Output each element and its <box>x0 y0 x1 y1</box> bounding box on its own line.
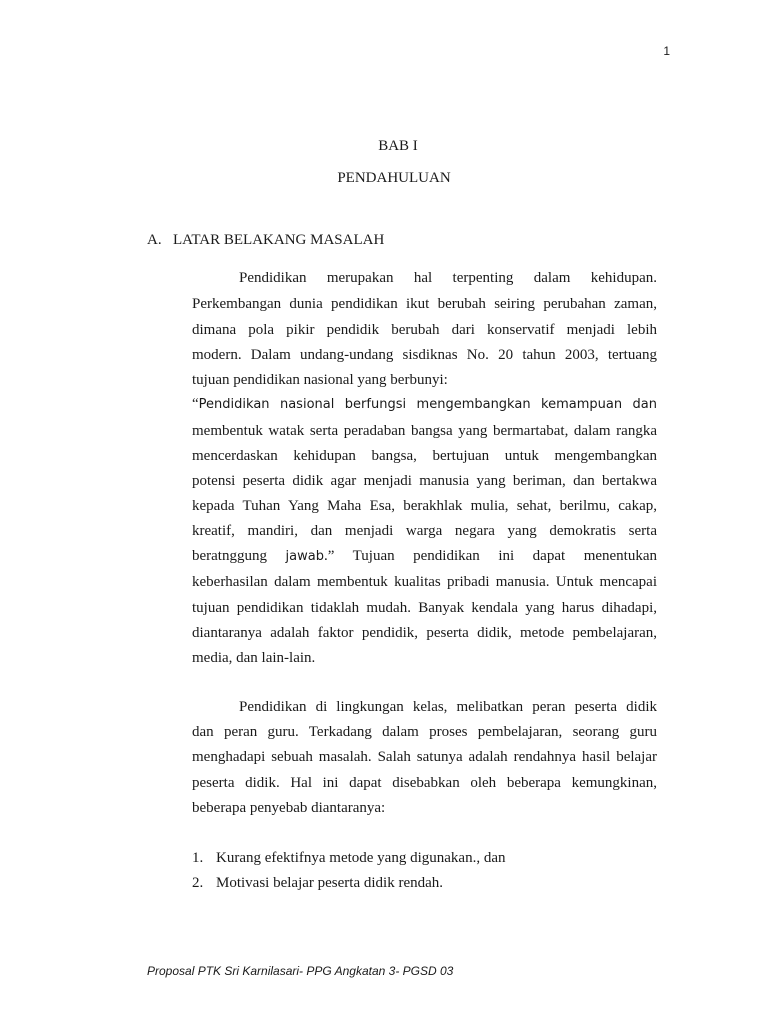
paragraph-line: modern. Dalam undang-undang sisdiknas No. 20 tahun 2003, tertuang <box>192 347 657 363</box>
paragraph-line: kepada Tuhan Yang Maha Esa, berakhlak mulia, sehat, berilmu, cakap, <box>192 498 657 514</box>
chapter-number: BAB I <box>378 138 418 154</box>
paragraph-line: Perkembangan dunia pendidikan ikut berubah seiring perubahan zaman, <box>192 296 657 312</box>
quote-end-word: beratnggung <box>192 548 267 564</box>
list-item-number: 2. <box>192 875 204 891</box>
paragraph-line: membentuk watak serta peradaban bangsa yang bermartabat, dalam rangka <box>192 423 657 439</box>
paragraph-line: media, dan lain-lain. <box>192 650 316 666</box>
paragraph-line: dan peran guru. Terkadang dalam proses pembelajaran, seorang guru <box>192 724 657 740</box>
paragraph-line: tujuan pendidikan nasional yang berbunyi: <box>192 372 448 388</box>
paragraph-line: tujuan pendidikan tidaklah mudah. Banyak kendala yang harus dihadapi, <box>192 600 657 616</box>
quote-first-line <box>192 396 657 413</box>
quote-end-line <box>192 548 657 565</box>
paragraph-line: menghadapi sebuah masalah. Salah satunya adalah rendahnya hasil belajar <box>192 749 657 765</box>
list-item-number: 1. <box>192 850 204 866</box>
paragraph-line: mencerdaskan kehidupan bangsa, bertujuan untuk mengembangkan <box>192 448 657 464</box>
section-heading <box>147 232 384 249</box>
quote-end-rest: .” Tujuan pendidikan ini dapat menentukan <box>323 548 658 564</box>
list-item <box>192 850 505 867</box>
paragraph-line: diantaranya adalah faktor pendidik, peserta didik, metode pembelajaran, <box>192 625 657 641</box>
quote-first-text: Pendidikan nasional berfungsi mengembangkan kemampuan dan <box>198 397 657 412</box>
list-item-text: Motivasi belajar peserta didik rendah. <box>216 875 444 891</box>
paragraph-line: peserta didik. Hal ini dapat disebabkan oleh beberapa kemungkinan, <box>192 775 657 791</box>
quote-end-word-styled: jawab <box>285 549 324 564</box>
paragraph-line: keberhasilan dalam membentuk kualitas pribadi manusia. Untuk mencapai <box>192 574 657 590</box>
chapter-title: PENDAHULUAN <box>337 170 451 186</box>
paragraph-line: beberapa penyebab diantaranya: <box>192 800 386 816</box>
page-number: 1 <box>663 44 670 58</box>
list-item-text: Kurang efektifnya metode yang digunakan., dan <box>216 850 506 866</box>
paragraph-line: kreatif, mandiri, dan menjadi warga negara yang demokratis serta <box>192 523 657 539</box>
section-title: LATAR BELAKANG MASALAH <box>173 232 385 248</box>
page-footer: Proposal PTK Sri Karnilasari- PPG Angkatan 3- PGSD 03 <box>147 964 454 978</box>
paragraph-line: dimana pola pikir pendidik berubah dari konservatif menjadi lebih <box>192 322 657 338</box>
section-letter: A. <box>147 232 162 248</box>
quote-open-mark: “ <box>192 396 199 412</box>
paragraph-line: Pendidikan merupakan hal terpenting dalam kehidupan. <box>239 270 657 286</box>
paragraph-line: Pendidikan di lingkungan kelas, melibatkan peran peserta didik <box>239 699 657 715</box>
list-item <box>192 875 443 892</box>
paragraph-line: potensi peserta didik agar menjadi manusia yang beriman, dan bertakwa <box>192 473 657 489</box>
